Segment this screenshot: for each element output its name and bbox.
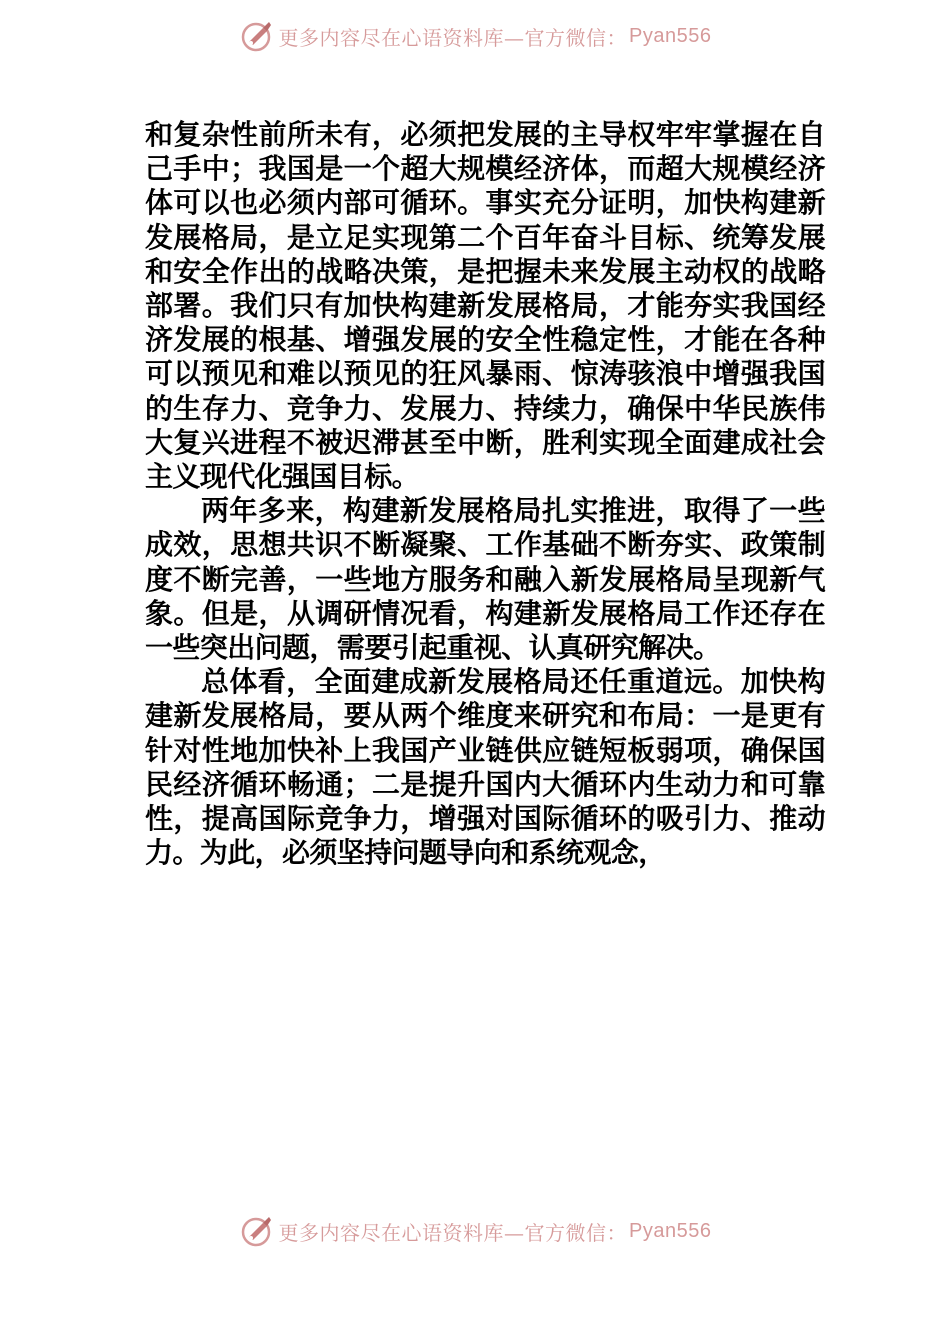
- footer-watermark: [0, 1211, 950, 1251]
- paragraph-1: 和复杂性前所未有，必须把发展的主导权牢牢掌握在自己手中；我国是一个超大规模经济体，而超大规模经济体可以也必须内部可循环。事实充分证明，加快构建新发展格局，是立足实现第二个百年奋斗目标、统筹发展和安全作出的战略决策，是把握未来发展主动权的战略部署。我们只有加快构建新发展格局，才能夯实我国经济发展的根基、增强发展的安全性稳定性，才能在各种可以预见和难以预见的狂风暴雨、惊涛骇浪中增强我国的生存力、竞争力、发展力、持续力，确保中华民族伟大复兴进程不被迟滞甚至中断，胜利实现全面建成社会主义现代化强国目标。: [145, 118, 825, 494]
- paragraph-3: 总体看，全面建成新发展格局还任重道远。加快构建新发展格局，要从两个维度来研究和布局：一是更有针对性地加快补上我国产业链供应链短板弱项，确保国民经济循环畅通；二是提升国内大循环内生动力和可靠性，提高国际竞争力，增强对国际循环的吸引力、推动力。为此，必须坚持问题导向和系统观念，: [145, 665, 825, 870]
- watermark-id: Pyan556: [629, 1219, 712, 1242]
- pen-logo-icon: [239, 1213, 275, 1249]
- header-watermark: [0, 16, 950, 56]
- watermark-text: 更多内容尽在心语资料库—官方微信：: [278, 25, 628, 50]
- document-body: [145, 118, 825, 870]
- watermark-id: Pyan556: [629, 24, 712, 47]
- watermark-text: 更多内容尽在心语资料库—官方微信：: [278, 1220, 628, 1245]
- paragraph-2: 两年多来，构建新发展格局扎实推进，取得了一些成效，思想共识不断凝聚、工作基础不断夯实、政策制度不断完善，一些地方服务和融入新发展格局呈现新气象。但是，从调研情况看，构建新发展格局工作还存在一些突出问题，需要引起重视、认真研究解决。: [145, 494, 825, 665]
- pen-logo-icon: [239, 18, 275, 54]
